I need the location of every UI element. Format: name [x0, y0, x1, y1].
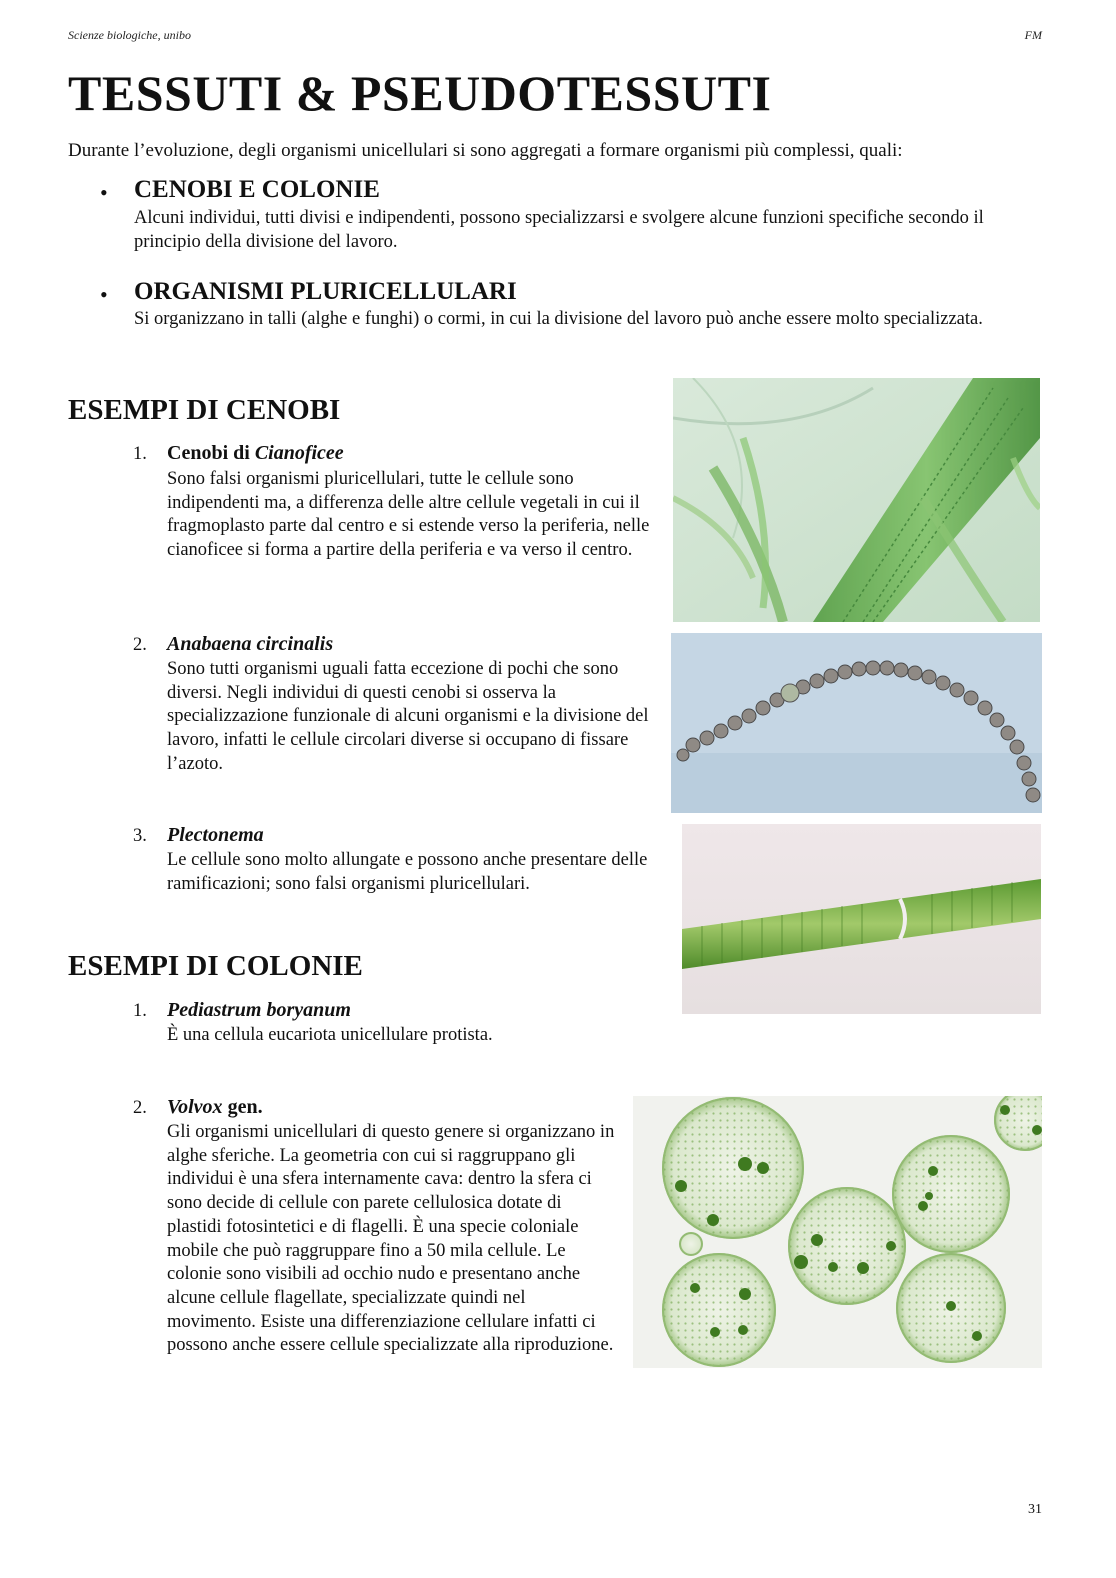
item-title-anabaena [167, 633, 333, 656]
photo-cianoficee-svg [673, 378, 1040, 622]
photo-volvox-svg [633, 1096, 1042, 1368]
list-number: 1. [133, 444, 147, 464]
item-title-species: Pediastrum boryanum [167, 999, 351, 1021]
item-title-suffix: gen. [222, 1096, 263, 1118]
photo-cianoficee [673, 378, 1040, 622]
item-title-species: Volvox [167, 1096, 223, 1118]
photo-plectonema-svg [682, 824, 1041, 1014]
photo-anabaena [671, 633, 1042, 813]
item-title-species: Anabaena circinalis [167, 633, 334, 655]
bullet-text-cenobi-colonie: Alcuni individui, tutti divisi e indipendenti, possono specializzarsi e svolgere alcune funzioni specifiche secondo il principio della divisione del lavoro. [134, 208, 984, 252]
bullet-dot: • [100, 282, 108, 307]
bullet-dot: • [100, 180, 108, 205]
item-title-pediastrum [167, 999, 351, 1022]
photo-anabaena-svg [671, 633, 1042, 813]
bullet-heading-cenobi-colonie: CENOBI E COLONIE [134, 176, 380, 203]
header-right: FM [1024, 28, 1042, 42]
item-text-anabaena: Sono tutti organismi uguali fatta eccezione di pochi che sono diversi. Negli individui di questi cenobi si osserva la specializzazione funzionale di alcuni organismi e la divisione del lavoro, infatti le cellule circolari diverse si occupano di fissare l’azoto. [167, 659, 649, 774]
section-heading-cenobi: ESEMPI DI CENOBI [68, 394, 341, 426]
page-number: 31 [1028, 1502, 1042, 1517]
list-number: 1. [133, 1001, 147, 1021]
section-heading-colonie: ESEMPI DI COLONIE [68, 950, 363, 982]
intro-text: Durante l’evoluzione, degli organismi unicellulari si sono aggregati a formare organismi più complessi, quali: [68, 140, 903, 161]
item-title-prefix: Cenobi di [167, 442, 255, 464]
list-number: 3. [133, 826, 147, 846]
page-title: TESSUTI & PSEUDOTESSUTI [68, 65, 772, 121]
item-title-plectonema [167, 824, 264, 847]
item-title-cianoficee [167, 442, 344, 465]
item-text-volvox: Gli organismi unicellulari di questo genere si organizzano in alghe sferiche. La geometria con cui si raggruppano gli individui è una sfera internamente cava: dentro la sfera ci sono decide di cellule con parete cellulosica dotate di plastidi fotosintetici e di flagelli. È una specie coloniale mobile che può raggruppare fino a 50 mila cellule. Le colonie sono visibili ad occhio nudo e presentano anche alcune cellule flagellate, specializzate quindi nel movimento. Esiste una differenziazione cellulare infatti ci possono anche essere cellule specializzate alla riproduzione. [167, 1122, 615, 1356]
bullet-heading-pluricellulari: ORGANISMI PLURICELLULARI [134, 278, 517, 305]
list-number: 2. [133, 1098, 147, 1118]
photo-volvox [633, 1096, 1042, 1368]
item-title-volvox [167, 1096, 263, 1119]
bullet-text-pluricellulari: Si organizzano in talli (alghe e funghi) o cormi, in cui la divisione del lavoro può anche essere molto specializzata. [134, 309, 983, 329]
item-text-cianoficee: Sono falsi organismi pluricellulari, tutte le cellule sono indipendenti ma, a differenza delle altre cellule vegetali in cui il fragmoplasto parte dal centro e si estende verso la periferia, nelle cianoficee si forma a partire della periferia e va verso il centro. [167, 469, 650, 561]
item-title-species: Plectonema [167, 824, 264, 846]
item-title-species: Cianoficee [254, 442, 344, 464]
item-text-pediastrum: È una cellula eucariota unicellulare protista. [167, 1025, 493, 1045]
header-left: Scienze biologiche, unibo [68, 28, 191, 42]
item-text-plectonema: Le cellule sono molto allungate e possono anche presentare delle ramificazioni; sono falsi organismi pluricellulari. [167, 850, 648, 894]
photo-plectonema [682, 824, 1041, 1014]
list-number: 2. [133, 635, 147, 655]
